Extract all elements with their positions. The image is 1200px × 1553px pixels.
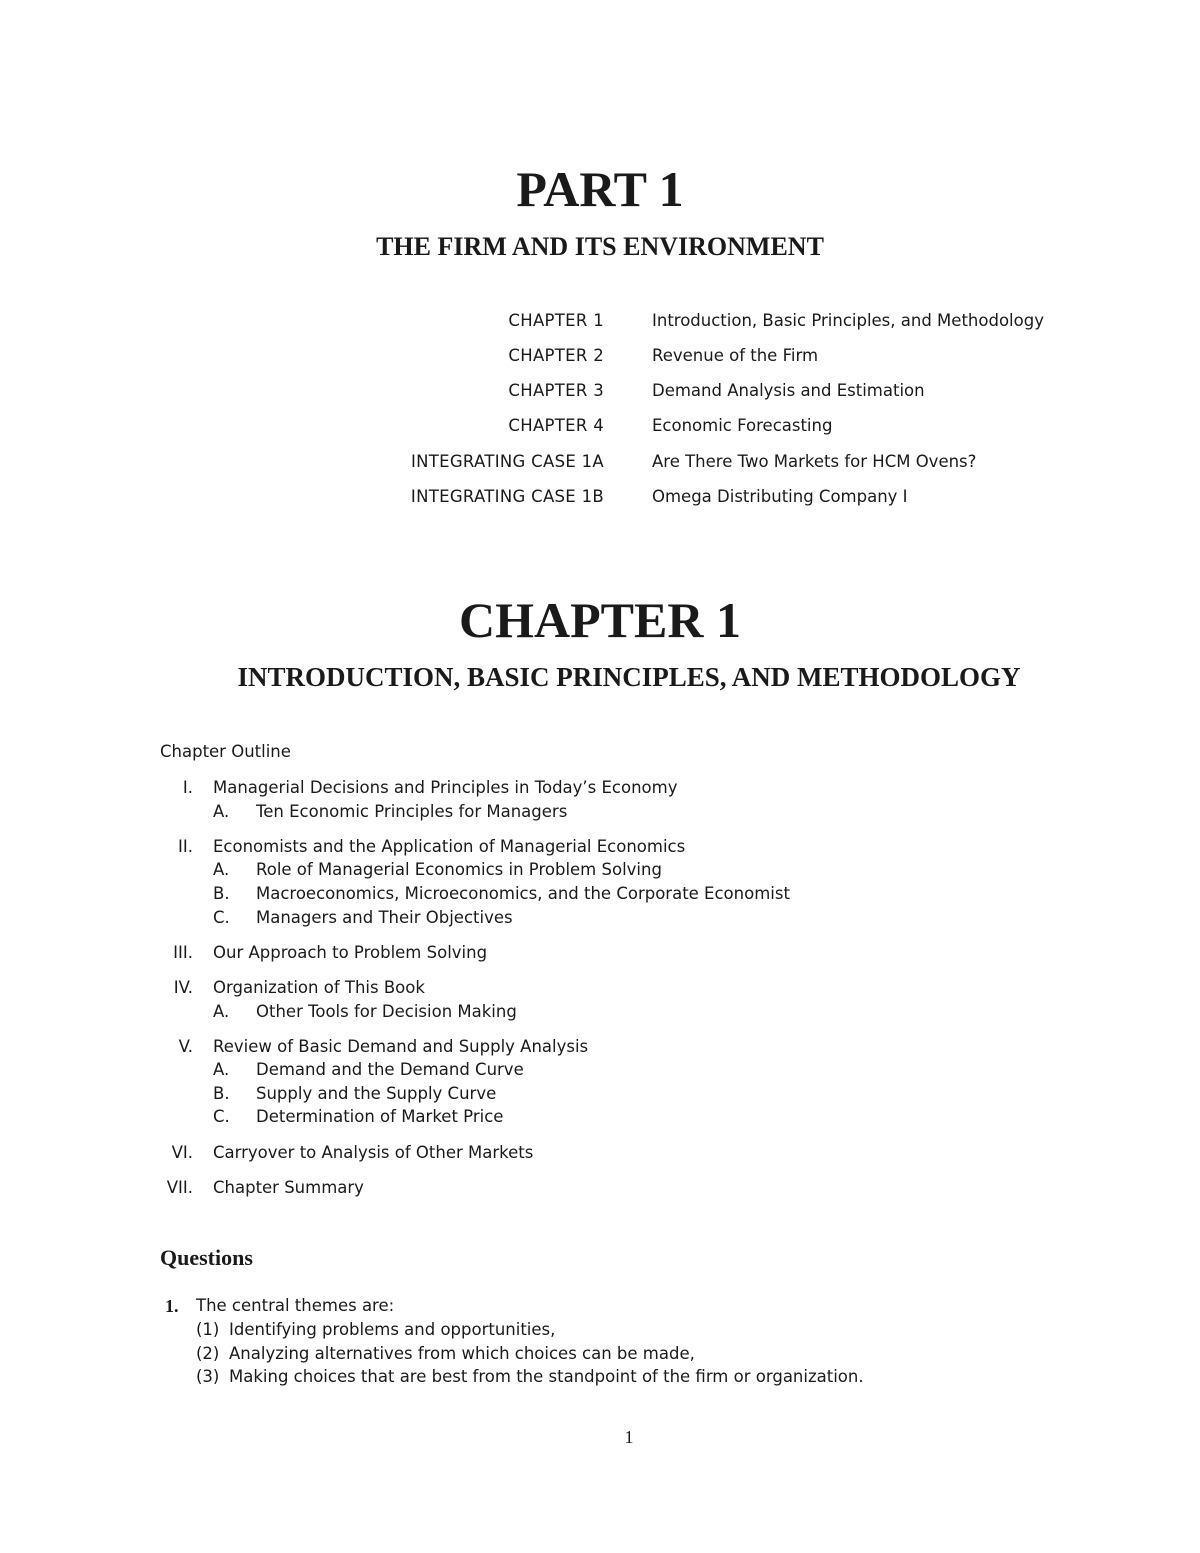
outline-item bbox=[0, 978, 1200, 1002]
question-item bbox=[0, 1296, 1200, 1320]
outline-subtext: Determination of Market Price bbox=[256, 1107, 504, 1126]
contents-title: Are There Two Markets for HCM Ovens? bbox=[652, 452, 977, 471]
contents-label: INTEGRATING CASE 1A bbox=[410, 452, 604, 471]
chapter-title: CHAPTER 1 bbox=[459, 592, 741, 648]
outline-text: Chapter Summary bbox=[213, 1178, 364, 1197]
outline-number: VII. bbox=[166, 1178, 193, 1197]
contents-label: INTEGRATING CASE 1B bbox=[410, 487, 604, 506]
question-number: 1. bbox=[165, 1296, 179, 1316]
outline-text: Review of Basic Demand and Supply Analysis bbox=[213, 1037, 589, 1056]
outline-text: Managerial Decisions and Principles in Today’s Economy bbox=[213, 778, 678, 797]
contents-title: Omega Distributing Company I bbox=[652, 487, 908, 506]
outline-number: II. bbox=[178, 837, 193, 856]
contents-title: Demand Analysis and Estimation bbox=[652, 381, 925, 400]
contents-label: CHAPTER 4 bbox=[508, 416, 604, 435]
outline-subitem bbox=[0, 1107, 1200, 1131]
outline-letter: A. bbox=[213, 1002, 230, 1021]
outline-item bbox=[0, 1178, 1200, 1202]
outline-heading: Chapter Outline bbox=[160, 742, 291, 761]
outline-number: I. bbox=[182, 778, 193, 797]
question-point-text: Identifying problems and opportunities, bbox=[229, 1320, 556, 1339]
question-point-text: Making choices that are best from the standpoint of the firm or organization. bbox=[229, 1367, 864, 1386]
part-title: PART 1 bbox=[516, 161, 684, 217]
question-point bbox=[0, 1367, 1200, 1391]
outline-number: VI. bbox=[171, 1143, 193, 1162]
part-subtitle: THE FIRM AND ITS ENVIRONMENT bbox=[376, 232, 824, 261]
contents-title: Revenue of the Firm bbox=[652, 346, 819, 365]
outline-text: Organization of This Book bbox=[213, 978, 425, 997]
outline-item bbox=[0, 1143, 1200, 1167]
outline-text: Carryover to Analysis of Other Markets bbox=[213, 1143, 534, 1162]
question-text: The central themes are: bbox=[196, 1296, 395, 1315]
question-point-text: Analyzing alternatives from which choices can be made, bbox=[229, 1344, 695, 1363]
outline-letter: A. bbox=[213, 860, 230, 879]
outline-item bbox=[0, 1037, 1200, 1061]
outline-item bbox=[0, 778, 1200, 802]
outline-subitem bbox=[0, 860, 1200, 884]
outline-subtext: Managers and Their Objectives bbox=[256, 908, 513, 927]
question-point-number: (3) bbox=[196, 1367, 220, 1386]
contents-label: CHAPTER 2 bbox=[508, 346, 604, 365]
outline-subitem bbox=[0, 1084, 1200, 1108]
outline-item bbox=[0, 837, 1200, 861]
contents-label: CHAPTER 3 bbox=[508, 381, 604, 400]
contents-row bbox=[0, 487, 1200, 517]
outline-item bbox=[0, 943, 1200, 967]
question-point bbox=[0, 1320, 1200, 1344]
outline-subitem bbox=[0, 908, 1200, 932]
outline-subitem bbox=[0, 802, 1200, 826]
outline-number: III. bbox=[173, 943, 193, 962]
page-number: 1 bbox=[624, 1427, 634, 1447]
chapter-subtitle: INTRODUCTION, BASIC PRINCIPLES, AND METHODOLOGY bbox=[237, 662, 1021, 692]
outline-subtext: Demand and the Demand Curve bbox=[256, 1060, 524, 1079]
outline-letter: A. bbox=[213, 802, 230, 821]
questions-heading: Questions bbox=[160, 1245, 253, 1270]
question-point-number: (2) bbox=[196, 1344, 220, 1363]
contents-row bbox=[0, 346, 1200, 376]
contents-row bbox=[0, 416, 1200, 446]
outline-subtext: Ten Economic Principles for Managers bbox=[256, 802, 568, 821]
outline-subtext: Macroeconomics, Microeconomics, and the Corporate Economist bbox=[256, 884, 790, 903]
contents-row bbox=[0, 381, 1200, 411]
contents-title: Economic Forecasting bbox=[652, 416, 833, 435]
question-point bbox=[0, 1344, 1200, 1368]
outline-letter: B. bbox=[213, 1084, 230, 1103]
outline-subitem bbox=[0, 1002, 1200, 1026]
outline-subitem bbox=[0, 1060, 1200, 1084]
contents-title: Introduction, Basic Principles, and Methodology bbox=[652, 311, 1044, 330]
outline-letter: B. bbox=[213, 884, 230, 903]
outline-letter: A. bbox=[213, 1060, 230, 1079]
outline-letter: C. bbox=[213, 1107, 230, 1126]
contents-label: CHAPTER 1 bbox=[508, 311, 604, 330]
outline-text: Economists and the Application of Managerial Economics bbox=[213, 837, 686, 856]
outline-letter: C. bbox=[213, 908, 230, 927]
outline-subitem bbox=[0, 884, 1200, 908]
contents-row bbox=[0, 452, 1200, 482]
question-point-number: (1) bbox=[196, 1320, 220, 1339]
contents-row bbox=[0, 311, 1200, 341]
outline-subtext: Other Tools for Decision Making bbox=[256, 1002, 517, 1021]
outline-subtext: Supply and the Supply Curve bbox=[256, 1084, 497, 1103]
outline-number: IV. bbox=[173, 978, 193, 997]
outline-text: Our Approach to Problem Solving bbox=[213, 943, 488, 962]
outline-number: V. bbox=[178, 1037, 193, 1056]
outline-subtext: Role of Managerial Economics in Problem Solving bbox=[256, 860, 662, 879]
